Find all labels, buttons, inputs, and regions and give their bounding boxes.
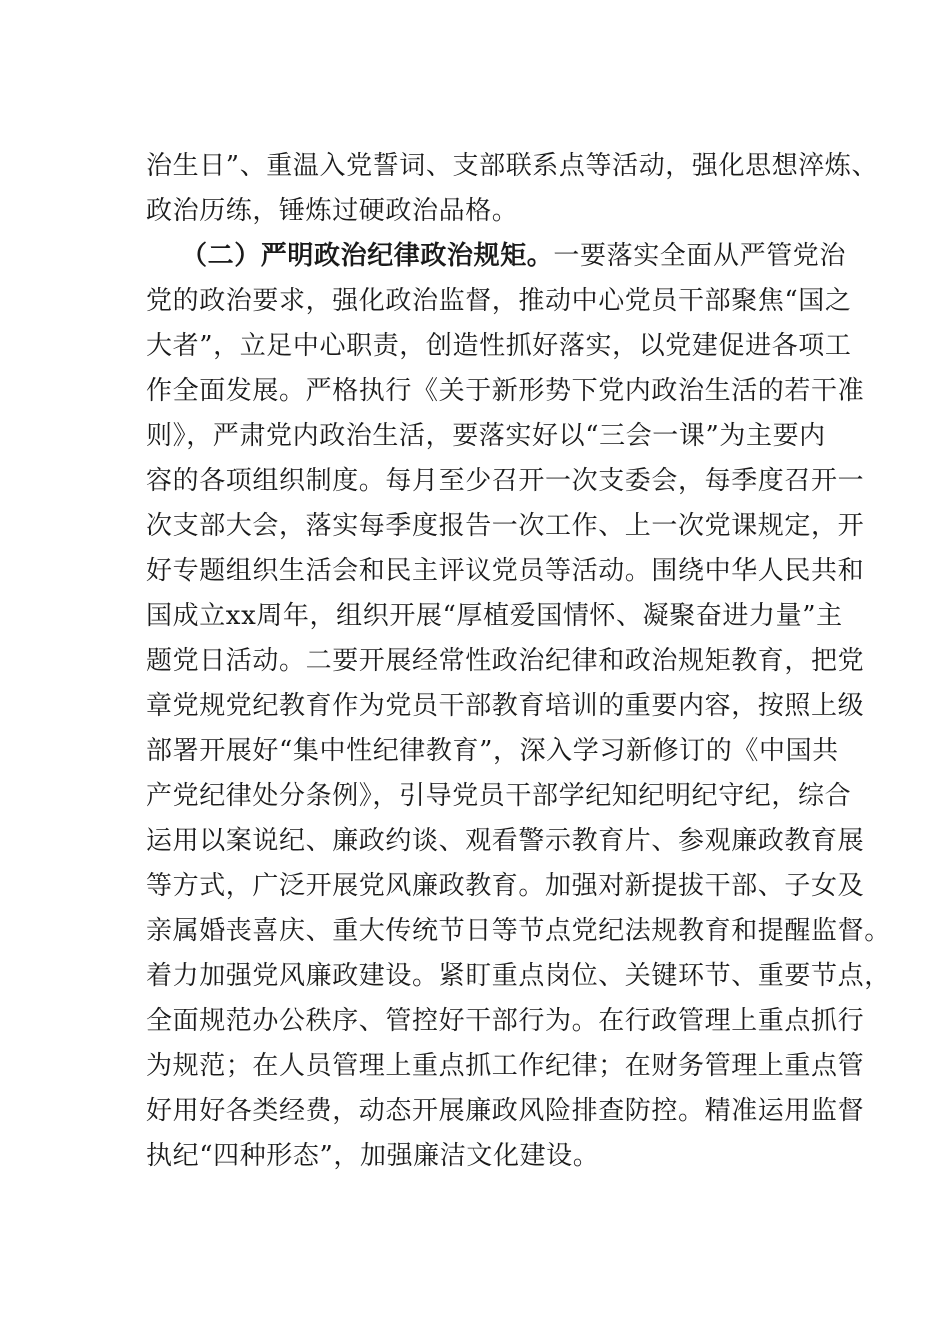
text-line: 则》，严肃党内政治生活，要落实好以“三会一课”为主要内 xyxy=(146,421,826,451)
paragraph-first-line xyxy=(181,233,846,279)
text-line: 为规范；在人员管理上重点抓工作纪律；在财务管理上重点管 xyxy=(146,1051,865,1081)
text-line: 大者”，立足中心职责，创造性抓好落实，以党建促进各项工 xyxy=(146,331,852,361)
text-line: 好专题组织生活会和民主评议党员等活动。围绕中华人民共和 xyxy=(146,556,865,586)
text-line: 好用好各类经费，动态开展廉政风险排查防控。精准运用监督 xyxy=(146,1096,865,1126)
text-line: 作全面发展。严格执行《关于新形势下党内政治生活的若干准 xyxy=(146,376,865,406)
text-run: 一要落实全面从严管党治 xyxy=(553,241,847,271)
text-line: 亲属婚丧喜庆、重大传统节日等节点党纪法规教育和提醒监督。 xyxy=(146,916,891,946)
section-heading: （二）严明政治纪律政治规矩。 xyxy=(181,241,554,271)
text-line: 着力加强党风廉政建设。紧盯重点岗位、关键环节、重要节点， xyxy=(146,961,891,991)
text-line: 政治历练，锤炼过硬政治品格。 xyxy=(146,196,519,226)
text-line: 党的政治要求，强化政治监督，推动中心党员干部聚焦“国之 xyxy=(146,286,852,316)
text-line: 产党纪律处分条例》，引导党员干部学纪知纪明纪守纪，综合 xyxy=(146,781,852,811)
text-line: 治生日”、重温入党誓词、支部联系点等活动，强化思想淬炼、 xyxy=(146,151,879,181)
text-line: 全面规范办公秩序、管控好干部行为。在行政管理上重点抓行 xyxy=(146,1006,865,1036)
text-line: 部署开展好“集中性纪律教育”，深入学习新修订的《中国共 xyxy=(146,736,839,766)
text-line: 章党规党纪教育作为党员干部教育培训的重要内容，按照上级 xyxy=(146,691,865,721)
text-line: 国成立xx周年，组织开展“厚植爱国情怀、凝聚奋进力量”主 xyxy=(146,601,843,631)
text-line: 题党日活动。二要开展经常性政治纪律和政治规矩教育，把党 xyxy=(146,646,865,676)
text-line: 等方式，广泛开展党风廉政教育。加强对新提拔干部、子女及 xyxy=(146,871,865,901)
text-line: 次支部大会，落实每季度报告一次工作、上一次党课规定，开 xyxy=(146,511,865,541)
text-line: 容的各项组织制度。每月至少召开一次支委会，每季度召开一 xyxy=(146,466,865,496)
text-line: 执纪“四种形态”，加强廉洁文化建设。 xyxy=(146,1141,600,1171)
text-line: 运用以案说纪、廉政约谈、观看警示教育片、参观廉政教育展 xyxy=(146,826,865,856)
